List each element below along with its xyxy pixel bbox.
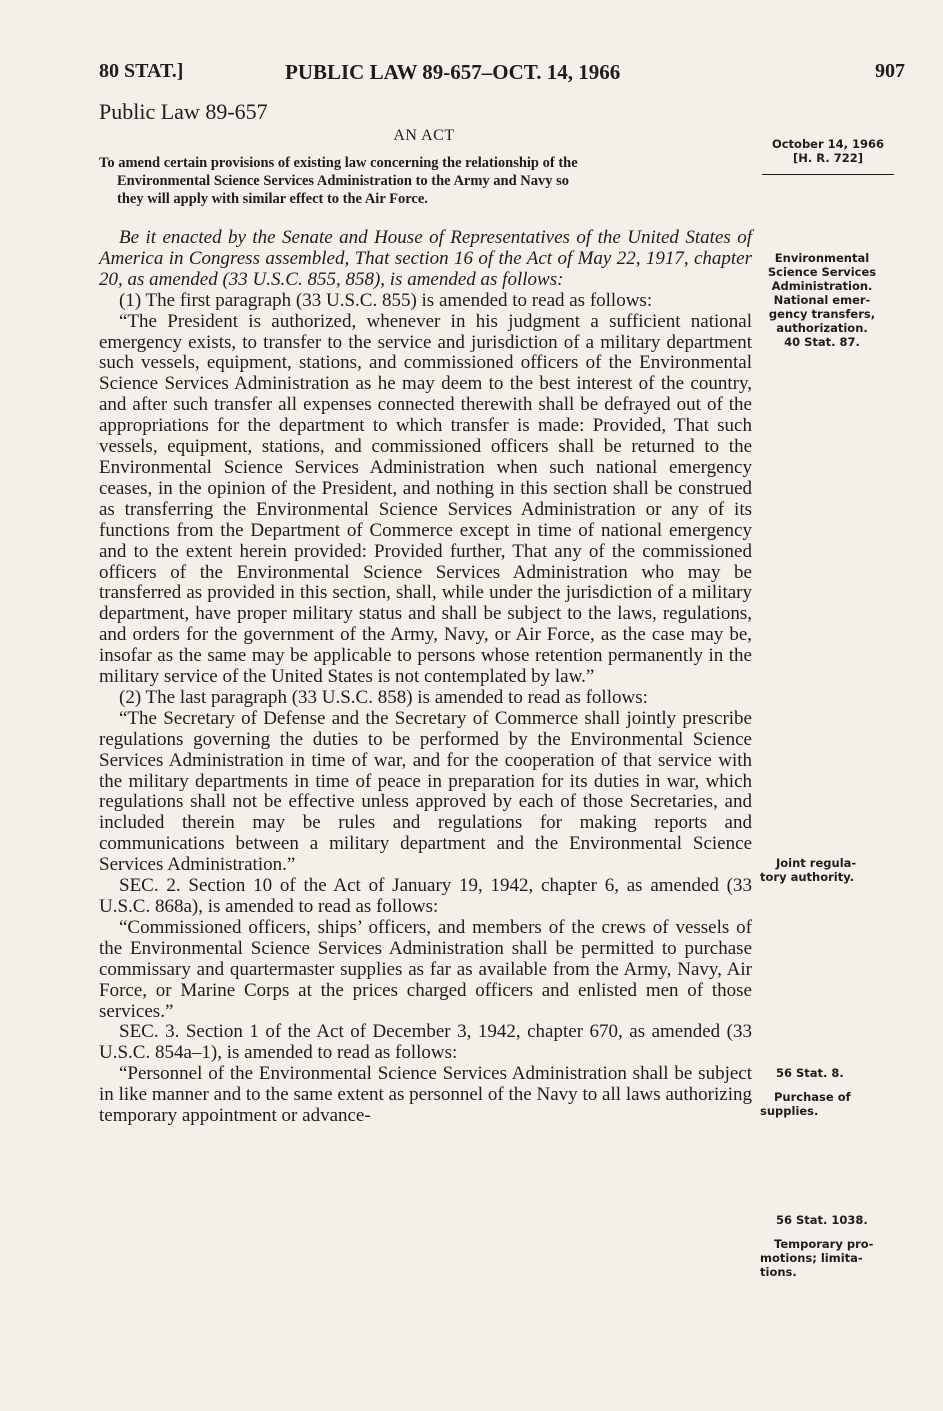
note-line: tory authority. [760, 870, 855, 884]
body-paragraph: “Personnel of the Environmental Science Services Administration shall be subject in like manner and to the same extent as personnel of the Navy to all laws authorizing temporary appointment or advance- [99, 1063, 752, 1127]
body-paragraph: (2) The last paragraph (33 U.S.C. 858) is amended to read as follows: [119, 686, 648, 708]
body-paragraph: (1) The first paragraph (33 U.S.C. 855) is amended to read as follows: [119, 289, 653, 311]
note-line: motions; limita- [760, 1251, 863, 1265]
margin-note-temporary [760, 1237, 900, 1279]
header-title: PUBLIC LAW 89-657–OCT. 14, 1966 [285, 60, 621, 84]
enacting-clause: Be it enacted by the Senate and House of Representatives of the United States of America in Congress assembled, That section 16 of the Act of May 22, 1917, chapter 20, as amended (33 U.S.C. 855, 858), is amended as follows: [99, 227, 752, 290]
note-line: Environmental [774, 251, 870, 265]
note-line: supplies. [760, 1104, 819, 1118]
note-line: Science Services [767, 265, 877, 279]
note-line: 40 Stat. 87. [784, 335, 860, 349]
margin-rule [762, 174, 894, 175]
statute-reference: 80 STAT.] [99, 60, 184, 82]
body-paragraph: SEC. 2. Section 10 of the Act of January 19, 1942, chapter 6, as amended (33 U.S.C. 868a), is amended to read as follows: [99, 875, 752, 917]
margin-note-stat-8: 56 Stat. 8. [776, 1066, 844, 1080]
note-line: tions. [760, 1265, 797, 1279]
purpose-clause [99, 154, 751, 208]
purpose-line: they will apply with similar effect to the Air Force. [117, 191, 428, 207]
note-line: Administration. [771, 279, 873, 293]
note-line: Temporary pro- [774, 1237, 874, 1251]
note-line: gency transfers, [768, 307, 876, 321]
bill-number: [H. R. 722] [793, 151, 863, 165]
note-line: authorization. [776, 321, 868, 335]
running-header [99, 60, 905, 86]
note-line: Joint regula- [776, 856, 857, 870]
enactment-date: October 14, 1966 [771, 137, 885, 151]
margin-note-authorization [760, 251, 884, 349]
purpose-line: Environmental Science Services Administration to the Army and Navy so [117, 173, 570, 189]
body-paragraph: “Commissioned officers, ships’ officers, and members of the crews of vessels of the Environmental Science Services Administration shall be permitted to purchase commissary and quartermaster supplies as far as available from the Army, Navy, Air Force, or Marine Corps at the prices charged officers and enlisted men of those services.” [99, 916, 752, 1022]
body-paragraph: SEC. 3. Section 1 of the Act of December 3, 1942, chapter 670, as amended (33 U.S.C. 854a–1), is amended to read as follows: [99, 1021, 752, 1064]
public-law-title: Public Law 89-657 [99, 99, 268, 124]
margin-note-purchase [760, 1090, 900, 1118]
note-line: Purchase of [774, 1090, 851, 1104]
purpose-line: To amend certain provisions of existing law concerning the relationship of the [99, 155, 578, 171]
body-paragraph: “The Secretary of Defense and the Secretary of Commerce shall jointly prescribe regulations governing the duties to be performed by the Environmental Science Services Administration in time of war, and for the cooperation of that service with the military departments in time of peace in preparation for its duties in war, which regulations shall not be effective unless approved by each of those Secretaries, and included therein may be rules and regulations for making reports and communications between a military department and the Environmental Science Services Administration.” [99, 707, 752, 876]
act-body [99, 228, 752, 1127]
body-paragraph: “The President is authorized, whenever in his judgment a sufficient national emergency exists, to transfer to the service and jurisdiction of a military department such vessels, equipment, stations, and commissioned officers of the Environmental Science Services Administration as he may deem to the best interest of the country, and after such transfer all expenses connected therewith shall be defrayed out of the appropriations for the department to which transfer is made: Provided, That such vessels, equipment, stations, and commissioned officers shall be returned to the Environmental Science Services Administration when such national emergency ceases, in the opinion of the President, and nothing in this section shall be construed as transferring the Environmental Science Services Administration or any of its functions from the Department of Commerce except in time of national emergency and to the extent herein provided: Provided further, That any of the commissioned officers of the Environmental Science Services Administration who may be transferred as provided in this section, shall, while under the jurisdiction of a military department, have proper military status and shall be subject to the laws, regulations, and orders for the government of the Army, Navy, or Air Force, as the case may be, insofar as the same may be applicable to persons whose retention permanently in the military service of the United States is not contemplated by law.” [99, 310, 752, 688]
an-act-heading: AN ACT [393, 127, 455, 144]
margin-note-joint-regulatory [760, 856, 900, 884]
note-line: National emer- [773, 293, 871, 307]
margin-note-stat-1038: 56 Stat. 1038. [776, 1213, 868, 1227]
page-number: 907 [875, 60, 905, 82]
margin-note-date [760, 137, 896, 165]
